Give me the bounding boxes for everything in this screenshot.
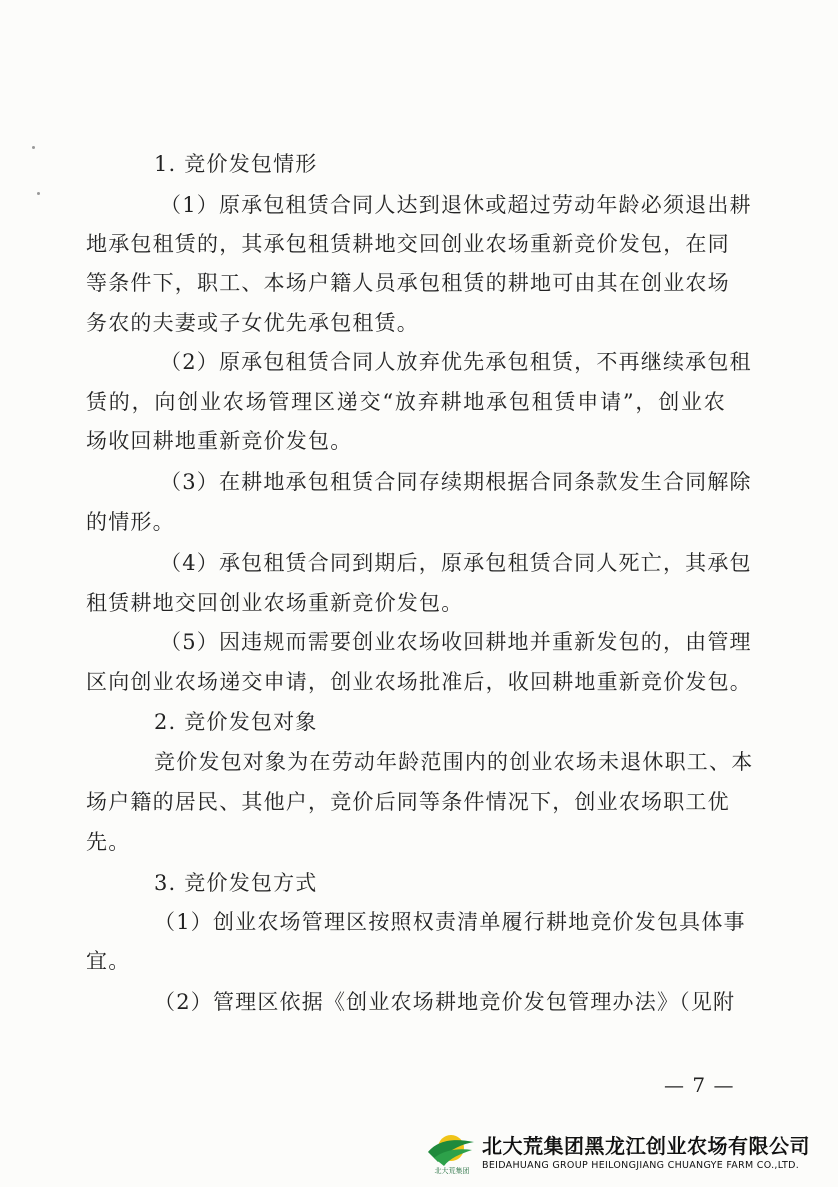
paragraph-line: 先。 [86, 830, 131, 854]
page-number: — 7 — [664, 1073, 735, 1097]
paragraph-line: 地承包租赁的，其承包租赁耕地交回创业农场重新竞价发包，在同 [86, 232, 730, 256]
paragraph-line: 区向创业农场递交申请，创业农场批准后，收回耕地重新竞价发包。 [86, 670, 752, 694]
paragraph-line: 竞价发包对象为在劳动年龄范围内的创业农场未退休职工、本 [154, 750, 754, 774]
company-name-english: BEIDAHUANG GROUP HEILONGJIANG CHUANGYE FARM CO.,LTD. [482, 1160, 800, 1171]
paragraph-line: 场户籍的居民、其他户，竞价后同等条件情况下，创业农场职工优 [86, 790, 730, 814]
paragraph-line: 务农的夫妻或子女优先承包租赁。 [86, 311, 419, 335]
paragraph-line: （3）在耕地承包租赁合同存续期根据合同条款发生合同解除 [160, 470, 752, 494]
section-heading: 3. 竞价发包方式 [154, 871, 318, 895]
company-footer [424, 1126, 836, 1184]
company-name-chinese: 北大荒集团黑龙江创业农场有限公司 [482, 1134, 810, 1158]
paragraph-line: 赁的，向创业农场管理区递交“放弃耕地承包租赁申请”，创业农 [86, 390, 726, 414]
paragraph-line: （4）承包租赁合同到期后，原承包租赁合同人死亡，其承包 [160, 551, 752, 575]
section-heading: 2. 竞价发包对象 [154, 710, 318, 734]
paragraph-line: 宜。 [86, 949, 131, 973]
section-heading: 1. 竞价发包情形 [154, 152, 318, 176]
paragraph-line: 场收回耕地重新竞价发包。 [86, 429, 353, 453]
paragraph-line: 的情形。 [86, 510, 175, 534]
paragraph-line: 租赁耕地交回创业农场重新竞价发包。 [86, 591, 464, 615]
paragraph-line: （2）原承包租赁合同人放弃优先承包租赁，不再继续承包租 [160, 350, 752, 374]
paragraph-line: （1）原承包租赁合同人达到退休或超过劳动年龄必须退出耕 [160, 193, 752, 217]
logo-caption: 北大荒集团 [434, 1167, 470, 1175]
paragraph-line: （5）因违规而需要创业农场收回耕地并重新发包的，由管理 [160, 630, 752, 654]
scan-speck [37, 192, 40, 195]
paragraph-line: （1）创业农场管理区按照权责清单履行耕地竞价发包具体事 [154, 910, 746, 934]
paragraph-line: （2）管理区依据《创业农场耕地竞价发包管理办法》（见附 [154, 990, 736, 1014]
scan-speck [32, 146, 35, 149]
paragraph-line: 等条件下，职工、本场户籍人员承包租赁的耕地可由其在创业农场 [86, 271, 730, 295]
